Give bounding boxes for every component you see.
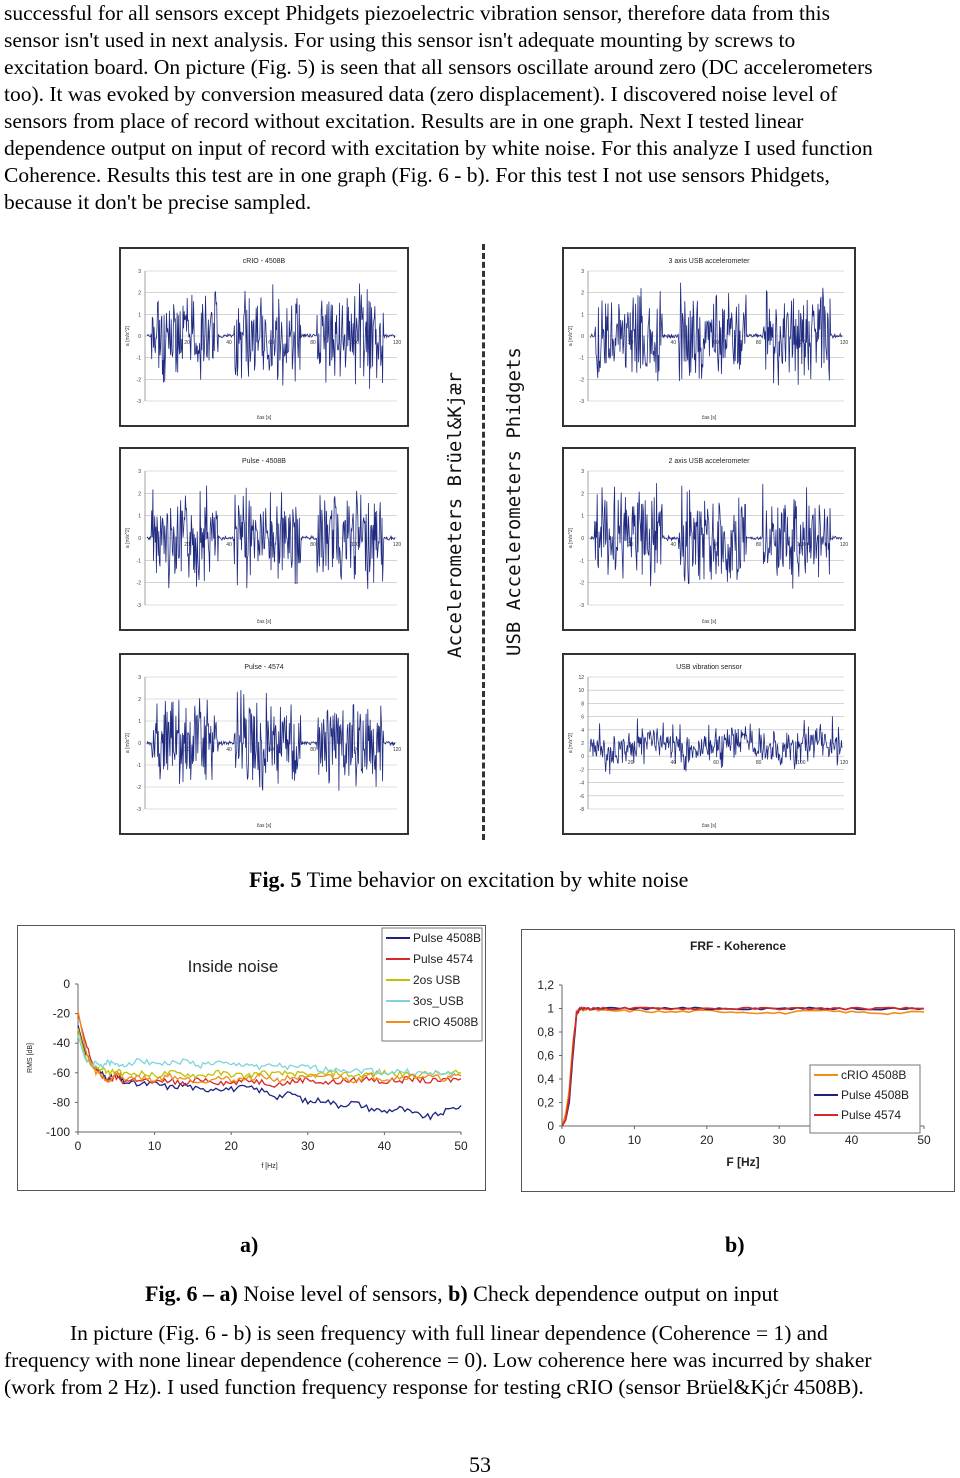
- text-line: because it don't be precise sampled.: [4, 190, 312, 214]
- inside-noise-svg: [18, 926, 485, 1190]
- x-axis-label: čas [s]: [701, 415, 717, 421]
- y-tick-label: 2: [581, 741, 584, 747]
- x-tick-label: 20: [224, 1139, 238, 1153]
- y-axis-label: a [m/s^2]: [125, 732, 131, 754]
- y-tick-label: 1: [547, 1001, 554, 1016]
- y-axis-label: a [m/s^2]: [568, 732, 574, 754]
- x-axis-label: f [Hz]: [261, 1163, 278, 1170]
- y-tick-label: 0: [581, 536, 584, 542]
- legend-entry: cRIO 4508B: [413, 1015, 479, 1029]
- fig5-panel-pulse-4508b: [119, 447, 409, 631]
- signal-trace: [147, 690, 395, 791]
- time-series-svg: [564, 249, 854, 425]
- x-tick-label: 40: [670, 340, 677, 346]
- y-tick-label: 0: [138, 741, 141, 747]
- series-line: [78, 1036, 461, 1077]
- text-line: sensors from place of record without excitation. Results are in one graph. Next I tested linear: [4, 109, 804, 133]
- closing-paragraph: [4, 1320, 960, 1401]
- y-tick-label: 0: [138, 536, 141, 542]
- time-series-svg: [121, 249, 407, 425]
- fig5-divider: [482, 244, 485, 840]
- fig6-caption-label-b: b): [448, 1281, 468, 1306]
- text-line: frequency with none linear dependence (coherence = 0). Low coherence here was incurred by shaker: [4, 1348, 872, 1372]
- x-axis-label: čas [s]: [701, 619, 717, 625]
- x-tick-label: 20: [627, 760, 634, 767]
- y-tick-label: -2: [579, 377, 584, 384]
- x-tick-label: 100: [350, 747, 360, 753]
- y-tick-label: -40: [52, 1036, 70, 1051]
- y-tick-label: 0: [63, 977, 70, 991]
- fig6-label-a: a): [240, 1232, 259, 1257]
- time-series-svg: [564, 655, 854, 833]
- fig6-caption-text-b: Check dependence output on input: [467, 1281, 779, 1306]
- x-tick-label: 120: [839, 340, 849, 346]
- panel-title: 3 axis USB accelerometer: [668, 258, 750, 265]
- x-tick-label: 80: [755, 542, 762, 548]
- x-tick-label: 10: [627, 1133, 642, 1147]
- x-axis-label: F [Hz]: [726, 1155, 760, 1169]
- y-tick-label: -2: [136, 580, 141, 587]
- legend-entry: 3os_USB: [413, 994, 464, 1008]
- y-tick-label: 1: [581, 312, 584, 319]
- x-tick-label: 40: [226, 542, 232, 548]
- text-line: Coherence. Results this test are in one graph (Fig. 6 - b). For this test I not use sensors Phidgets,: [4, 163, 830, 187]
- x-tick-label: 100: [797, 542, 806, 548]
- y-tick-label: -1: [136, 763, 141, 769]
- time-series-svg: [121, 655, 407, 833]
- text-line: successful for all sensors except Phidgets piezoelectric vibration sensor, therefore data from this: [4, 1, 831, 25]
- y-tick-label: 1: [138, 513, 141, 520]
- chart-frf-koherence: [521, 929, 955, 1192]
- x-tick-label: 80: [310, 542, 316, 548]
- x-tick-label: 0: [74, 1139, 82, 1153]
- x-tick-label: 30: [772, 1133, 786, 1147]
- signal-trace: [590, 283, 842, 386]
- y-tick-label: 0: [138, 334, 141, 340]
- y-tick-label: 0,2: [537, 1095, 554, 1110]
- x-axis-label: čas [s]: [256, 415, 272, 421]
- text-line: excitation board. On picture (Fig. 5) is seen that all sensors oscillate around zero (DC accelerometers: [4, 55, 873, 79]
- x-tick-label: 20: [627, 542, 634, 548]
- y-tick-label: -3: [136, 399, 141, 405]
- chart-inside-noise: [17, 925, 486, 1191]
- y-tick-label: -8: [579, 807, 584, 813]
- text-line: In picture (Fig. 6 - b) is seen frequency with full linear dependence (Coherence = 1) and: [70, 1321, 828, 1345]
- legend-entry: cRIO 4508B: [841, 1068, 907, 1082]
- fig5-panel-2axis-usb: [562, 447, 856, 631]
- x-tick-label: 60: [713, 340, 719, 346]
- y-tick-label: 12: [578, 675, 584, 681]
- text-line: (work from 2 Hz). I used function frequency response for testing cRIO (sensor Brüel&Kjćr 4508B).: [4, 1375, 864, 1399]
- fig5-caption-label: Fig. 5: [249, 867, 302, 892]
- panel-title: 2 axis USB accelerometer: [668, 458, 750, 465]
- x-tick-label: 20: [627, 340, 634, 346]
- fig5-panel-3axis-usb: [562, 247, 856, 427]
- x-tick-label: 40: [226, 747, 232, 753]
- label-bruel-kjaer: Accelerometers Brüel&Kjær: [444, 372, 466, 658]
- x-tick-label: 40: [226, 340, 232, 346]
- page-number: 53: [469, 1452, 491, 1477]
- fig5-caption-text: Time behavior on excitation by white noise: [301, 867, 689, 892]
- y-tick-label: 2: [138, 491, 141, 498]
- y-tick-label: 3: [138, 675, 141, 681]
- x-tick-label: 100: [350, 340, 360, 346]
- text-line: too). It was evoked by conversion measured data (zero displacement). I discovered noise level of: [4, 82, 838, 106]
- y-tick-label: -20: [52, 1006, 70, 1021]
- time-series-svg: [564, 449, 854, 629]
- panel-title: cRIO - 4508B: [242, 258, 286, 265]
- panel-title: Pulse - 4508B: [242, 458, 286, 465]
- fig5-panel-pulse-4574: [119, 653, 409, 835]
- legend-entry: Pulse 4508B: [841, 1088, 910, 1102]
- signal-trace: [147, 486, 395, 589]
- y-tick-label: 0: [581, 754, 584, 761]
- y-tick-label: -2: [579, 580, 584, 587]
- x-tick-label: 100: [797, 340, 806, 346]
- intro-paragraph: [4, 0, 960, 216]
- panel-title: Pulse - 4574: [244, 664, 284, 671]
- y-tick-label: 2: [138, 697, 141, 703]
- legend-entry: Pulse 4574: [841, 1108, 902, 1122]
- y-tick-label: -3: [136, 807, 141, 813]
- x-tick-label: 40: [670, 542, 677, 548]
- x-tick-label: 100: [797, 760, 806, 767]
- y-axis-label: a [m/s^2]: [568, 325, 574, 347]
- y-tick-label: 1: [581, 513, 584, 520]
- x-tick-label: 0: [558, 1133, 566, 1147]
- y-axis-label: a [m/s^2]: [125, 527, 131, 549]
- label-usb-phidgets: USB Accelerometers Phidgets: [503, 347, 525, 656]
- y-tick-label: -2: [136, 377, 141, 384]
- y-tick-label: 3: [138, 469, 141, 475]
- chart-title: FRF - Koherence: [689, 939, 787, 953]
- x-tick-label: 80: [755, 340, 762, 346]
- x-tick-label: 80: [310, 747, 316, 753]
- x-tick-label: 20: [184, 542, 190, 548]
- y-tick-label: -1: [136, 558, 141, 565]
- y-tick-label: 0: [547, 1119, 554, 1133]
- x-tick-label: 100: [350, 542, 360, 548]
- fig5-caption: [249, 867, 688, 893]
- x-tick-label: 60: [713, 760, 719, 767]
- x-tick-label: 120: [839, 542, 849, 548]
- y-tick-label: 8: [581, 701, 584, 708]
- y-axis-label: a [m/s^2]: [568, 527, 574, 549]
- x-tick-label: 120: [392, 747, 402, 753]
- fig5-panel-crio-4508b: [119, 247, 409, 427]
- x-tick-label: 80: [755, 760, 762, 767]
- x-tick-label: 120: [392, 542, 402, 548]
- y-tick-label: 4: [581, 727, 584, 734]
- x-tick-label: 60: [713, 542, 719, 548]
- x-axis-label: čas [s]: [256, 823, 272, 829]
- x-tick-label: 50: [454, 1139, 468, 1153]
- y-tick-label: 1: [138, 312, 141, 319]
- y-axis-label: RMS [dB]: [27, 1043, 34, 1073]
- x-tick-label: 20: [184, 340, 190, 346]
- x-tick-label: 60: [268, 340, 274, 346]
- y-tick-label: -3: [136, 603, 141, 609]
- x-tick-label: 40: [670, 760, 677, 767]
- y-tick-label: 10: [578, 688, 584, 695]
- x-tick-label: 20: [184, 747, 190, 753]
- y-tick-label: -60: [52, 1065, 70, 1080]
- x-tick-label: 120: [392, 340, 402, 346]
- x-tick-label: 120: [839, 760, 849, 767]
- x-tick-label: 60: [268, 747, 274, 753]
- time-series-svg: [121, 449, 407, 629]
- fig5-panel-usb-vibration: [562, 653, 856, 835]
- y-tick-label: -80: [52, 1095, 70, 1110]
- y-tick-label: -3: [579, 399, 584, 405]
- x-tick-label: 80: [310, 340, 316, 346]
- x-tick-label: 10: [147, 1139, 162, 1153]
- y-tick-label: 2: [581, 491, 584, 498]
- fig6-caption-text-a: Noise level of sensors,: [237, 1281, 449, 1306]
- y-tick-label: 0,4: [537, 1072, 554, 1086]
- x-tick-label: 40: [844, 1133, 859, 1147]
- fig6-caption-label-a: Fig. 6 – a): [145, 1281, 238, 1306]
- y-tick-label: 2: [581, 290, 584, 297]
- y-tick-label: -6: [579, 793, 584, 800]
- y-tick-label: 6: [581, 714, 584, 721]
- x-tick-label: 30: [301, 1139, 315, 1153]
- y-tick-label: -3: [579, 603, 584, 609]
- fig6-label-b: b): [725, 1232, 745, 1257]
- y-tick-label: -2: [579, 767, 584, 774]
- x-tick-label: 40: [377, 1139, 392, 1153]
- y-tick-label: 1,2: [537, 978, 554, 992]
- fig6-caption: [145, 1281, 779, 1307]
- legend-entry: Pulse 4574: [413, 952, 474, 966]
- text-line: sensor isn't used in next analysis. For using this sensor isn't adequate mounting by screws to: [4, 28, 796, 52]
- x-tick-label: 60: [268, 542, 274, 548]
- x-tick-label: 50: [917, 1133, 931, 1147]
- x-axis-label: čas [s]: [701, 823, 717, 829]
- legend-entry: Pulse 4508B: [413, 931, 482, 945]
- y-tick-label: 0,8: [537, 1025, 554, 1039]
- y-tick-label: 3: [581, 469, 584, 475]
- y-tick-label: 3: [581, 269, 584, 275]
- y-tick-label: -4: [579, 780, 584, 787]
- x-tick-label: 20: [700, 1133, 714, 1147]
- y-tick-label: -1: [136, 355, 141, 362]
- y-tick-label: -2: [136, 785, 141, 791]
- text-line: dependence output on input of record with excitation by white noise. For this analyze I used function: [4, 136, 873, 160]
- y-tick-label: -1: [579, 558, 584, 565]
- frf-koherence-svg: [522, 930, 954, 1191]
- y-tick-label: 3: [138, 269, 141, 275]
- y-tick-label: 1: [138, 719, 141, 725]
- legend-entry: 2os USB: [413, 973, 461, 987]
- y-tick-label: 0: [581, 334, 584, 340]
- y-tick-label: -100: [45, 1125, 70, 1139]
- y-axis-label: a [m/s^2]: [125, 325, 131, 347]
- chart-title: Inside noise: [187, 957, 279, 976]
- y-tick-label: 0,6: [537, 1048, 554, 1063]
- panel-title: USB vibration sensor: [676, 664, 742, 671]
- x-axis-label: čas [s]: [256, 619, 272, 625]
- y-tick-label: -1: [579, 355, 584, 362]
- signal-trace: [590, 483, 842, 588]
- y-tick-label: 2: [138, 290, 141, 297]
